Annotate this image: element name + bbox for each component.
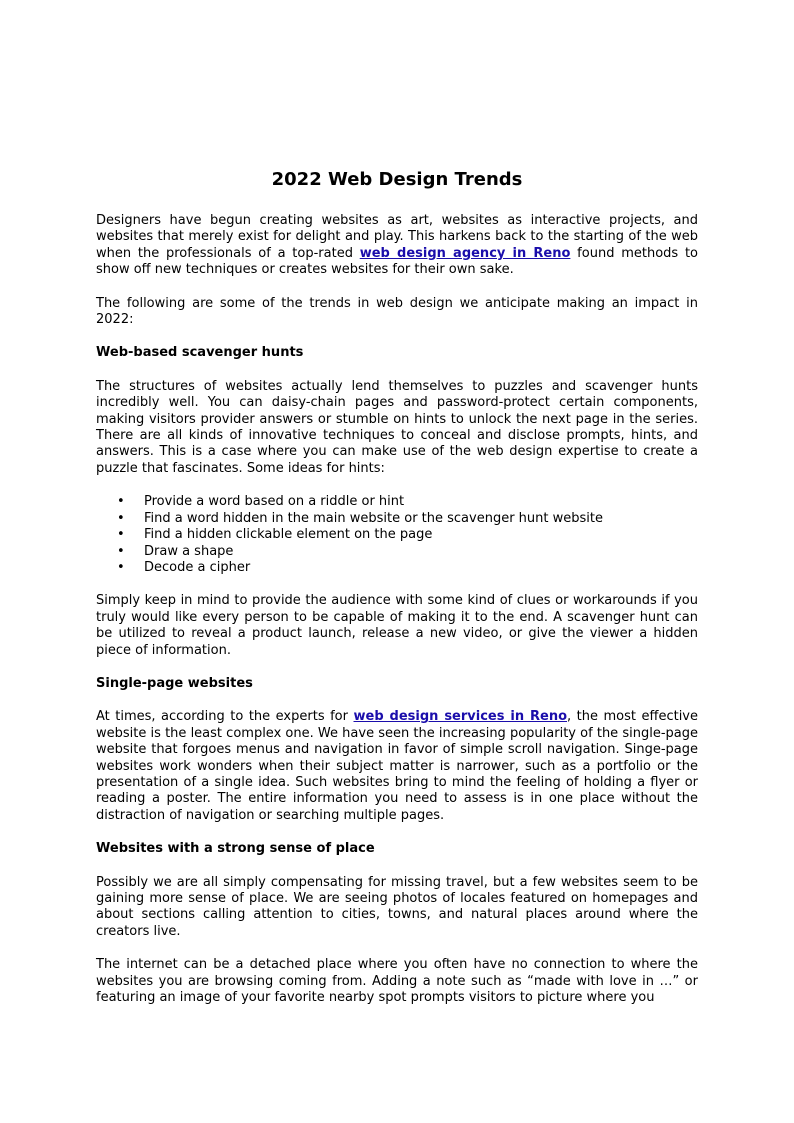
web-design-services-link[interactable]: web design services in Reno [353, 709, 568, 725]
list-item-text: Find a word hidden in the main website or the scavenger hunt website [144, 510, 603, 526]
scavenger-paragraph-2: Simply keep in mind to provide the audience with some kind of clues or workarounds if you truly would like every person to be capable of making it to the end. A scavenger hunt can be utilized to reveal a product launch, release a new video, or give the viewer a hidden piece of information. [96, 593, 698, 658]
place-heading: Websites with a strong sense of place [96, 841, 375, 857]
list-item-text: Provide a word based on a riddle or hint [144, 494, 405, 510]
place-paragraph-1: Possibly we are all simply compensating for missing travel, but a few websites seem to be gaining more sense of place. We are seeing photos of locales featured on homepages and about sections calling attention to cities, towns, and natural places around where the creators live. [96, 874, 698, 939]
intro-paragraph [96, 213, 698, 279]
web-design-agency-link[interactable]: web design agency in Reno [359, 245, 571, 261]
list-item-text: Decode a cipher [144, 559, 251, 575]
bullet-icon: • [117, 543, 125, 559]
document-page [96, 168, 698, 1023]
single-page-text-before: At times, according to the experts for [96, 709, 354, 725]
hints-list [96, 494, 698, 576]
list-item [96, 511, 698, 527]
list-item-text: Find a hidden clickable element on the page [144, 527, 433, 543]
single-page-heading: Single-page websites [96, 675, 253, 691]
bullet-icon: • [117, 510, 125, 526]
lead-paragraph: The following are some of the trends in web design we anticipate making an impact in 2022: [96, 295, 698, 328]
intro-text-after: found methods to show off new techniques or creates websites for their own sake. [96, 245, 699, 278]
intro-text-before: Designers have begun creating websites as art, websites as interactive projects, and websites that merely exist for delight and play. This harkens back to the starting of the web when the professionals of a top-rated [96, 213, 698, 261]
scavenger-paragraph-1: The structures of websites actually lend themselves to puzzles and scavenger hunts incredibly well. You can daisy-chain pages and password-protect certain components, making visitors provider answers or stumble on hints to unlock the next page in the series. There are all kinds of innovative techniques to conceal and disclose prompts, hints, and answers. This is a case where you can make use of the web design expertise to create a puzzle that fascinates. Some ideas for hints: [96, 378, 698, 476]
list-item [96, 560, 698, 576]
single-page-paragraph [96, 709, 698, 824]
list-item [96, 494, 698, 510]
list-item [96, 527, 698, 543]
bullet-icon: • [117, 527, 125, 543]
list-item [96, 544, 698, 560]
scavenger-heading: Web-based scavenger hunts [96, 345, 304, 361]
single-page-text-after: , the most effective website is the least complex one. We have seen the increasing popularity of the single-page website that forgoes menus and navigation in favor of simple scroll navigation. Singe-page websites work wonders when their subject matter is narrower, such as a portfolio or the presentation of a single idea. Such websites bring to mind the feeling of holding a flyer or reading a poster. The entire information you need to assess is in one place without the distraction of navigation or searching multiple pages. [96, 709, 699, 823]
place-paragraph-2: The internet can be a detached place where you often have no connection to where the websites you are browsing coming from. Adding a note such as “made with love in …” or featuring an image of your favorite nearby spot prompts visitors to picture where you [96, 957, 698, 1006]
bullet-icon: • [117, 494, 125, 510]
page-title: 2022 Web Design Trends [271, 169, 523, 190]
bullet-icon: • [117, 559, 125, 575]
list-item-text: Draw a shape [144, 543, 234, 559]
